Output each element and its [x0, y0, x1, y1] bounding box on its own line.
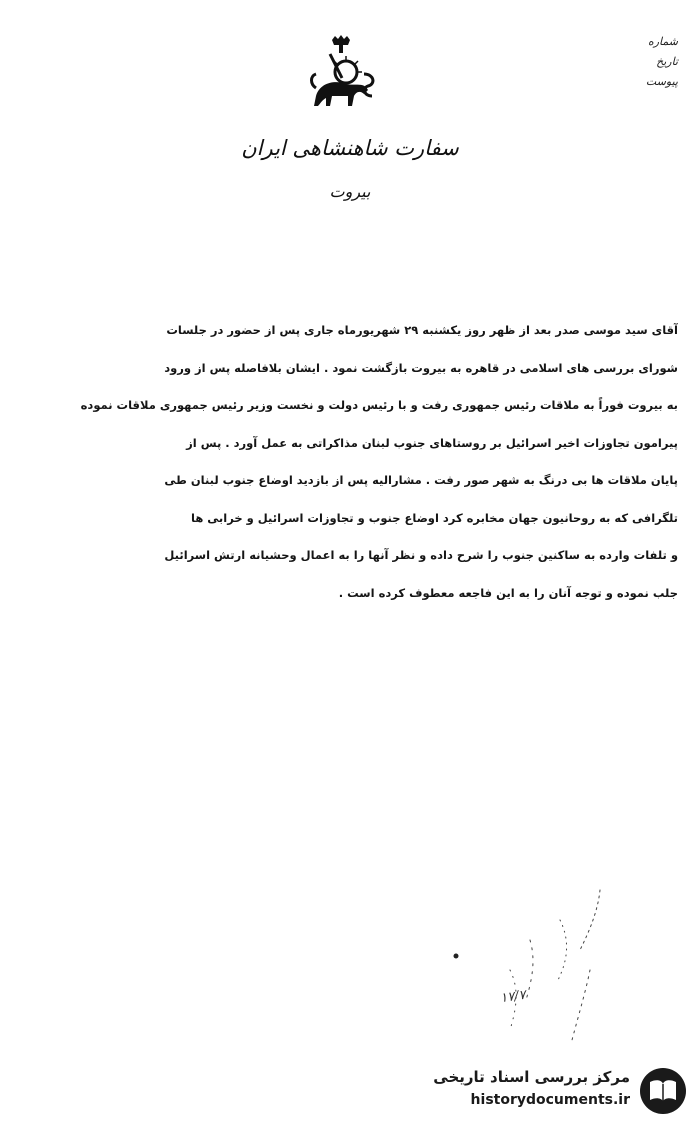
handwritten-marks: [440, 880, 640, 1080]
history-documents-logo-icon: [638, 1066, 688, 1116]
letterhead-field-labels: [634, 32, 678, 92]
letter-line: تلگرافی که به روحانیون جهان مخابره کرد اوضاع جنوب و تجاوزات اسرائیل و خرابی ها: [191, 510, 678, 525]
marginal-note: ۱۷/۷: [499, 987, 527, 1007]
letter-line: پایان ملاقات ها بی درنگ به شهر صور رفت . مشارالیه پس از بازدید اوضاع جنوب لبنان طی: [164, 473, 678, 487]
embassy-title: سفارت شاهنشاهی ایران: [241, 136, 459, 160]
attachment-label: پیوست: [645, 75, 678, 88]
letter-line: شورای بررسی های اسلامی در قاهره به بیروت بازگشت نمود . ایشان بلافاصله پس از ورود: [164, 360, 678, 375]
archive-watermark: [410, 1066, 692, 1118]
letter-line: جلب نموده و توجه آنان را به این فاجعه معطوف کرده است .: [338, 585, 678, 600]
archive-url: historydocuments.ir: [470, 1092, 630, 1108]
letter-line: آقای سید موسی صدر بعد از ظهر روز یکشنبه ۲۹ شهریورماه جاری پس از حضور در جلسات: [166, 323, 678, 337]
number-label: شماره: [647, 35, 678, 48]
letter-line: به بیروت فوراً به ملاقات رئیس جمهوری رفت و با رئیس دولت و نخست وزیر رئیس جمهوری ملاقات نموده: [80, 398, 678, 412]
letter-line: و تلفات وارده به ساکنین جنوب را شرح داده و نظر آنها را به اعمال وحشیانه ارتش اسرائیل: [164, 548, 678, 562]
lion-and-sun-emblem-icon: [302, 34, 382, 114]
embassy-city: بیروت: [329, 182, 371, 201]
letter-body: [18, 312, 678, 612]
archive-name: مرکز بررسی اسناد تاریخی: [433, 1068, 630, 1086]
letter-line: پیرامون تجاوزات اخیر اسرائیل بر روستاهای جنوب لبنان مذاکراتی به عمل آورد . پس از: [186, 435, 678, 450]
date-label: تاریخ: [656, 55, 678, 68]
